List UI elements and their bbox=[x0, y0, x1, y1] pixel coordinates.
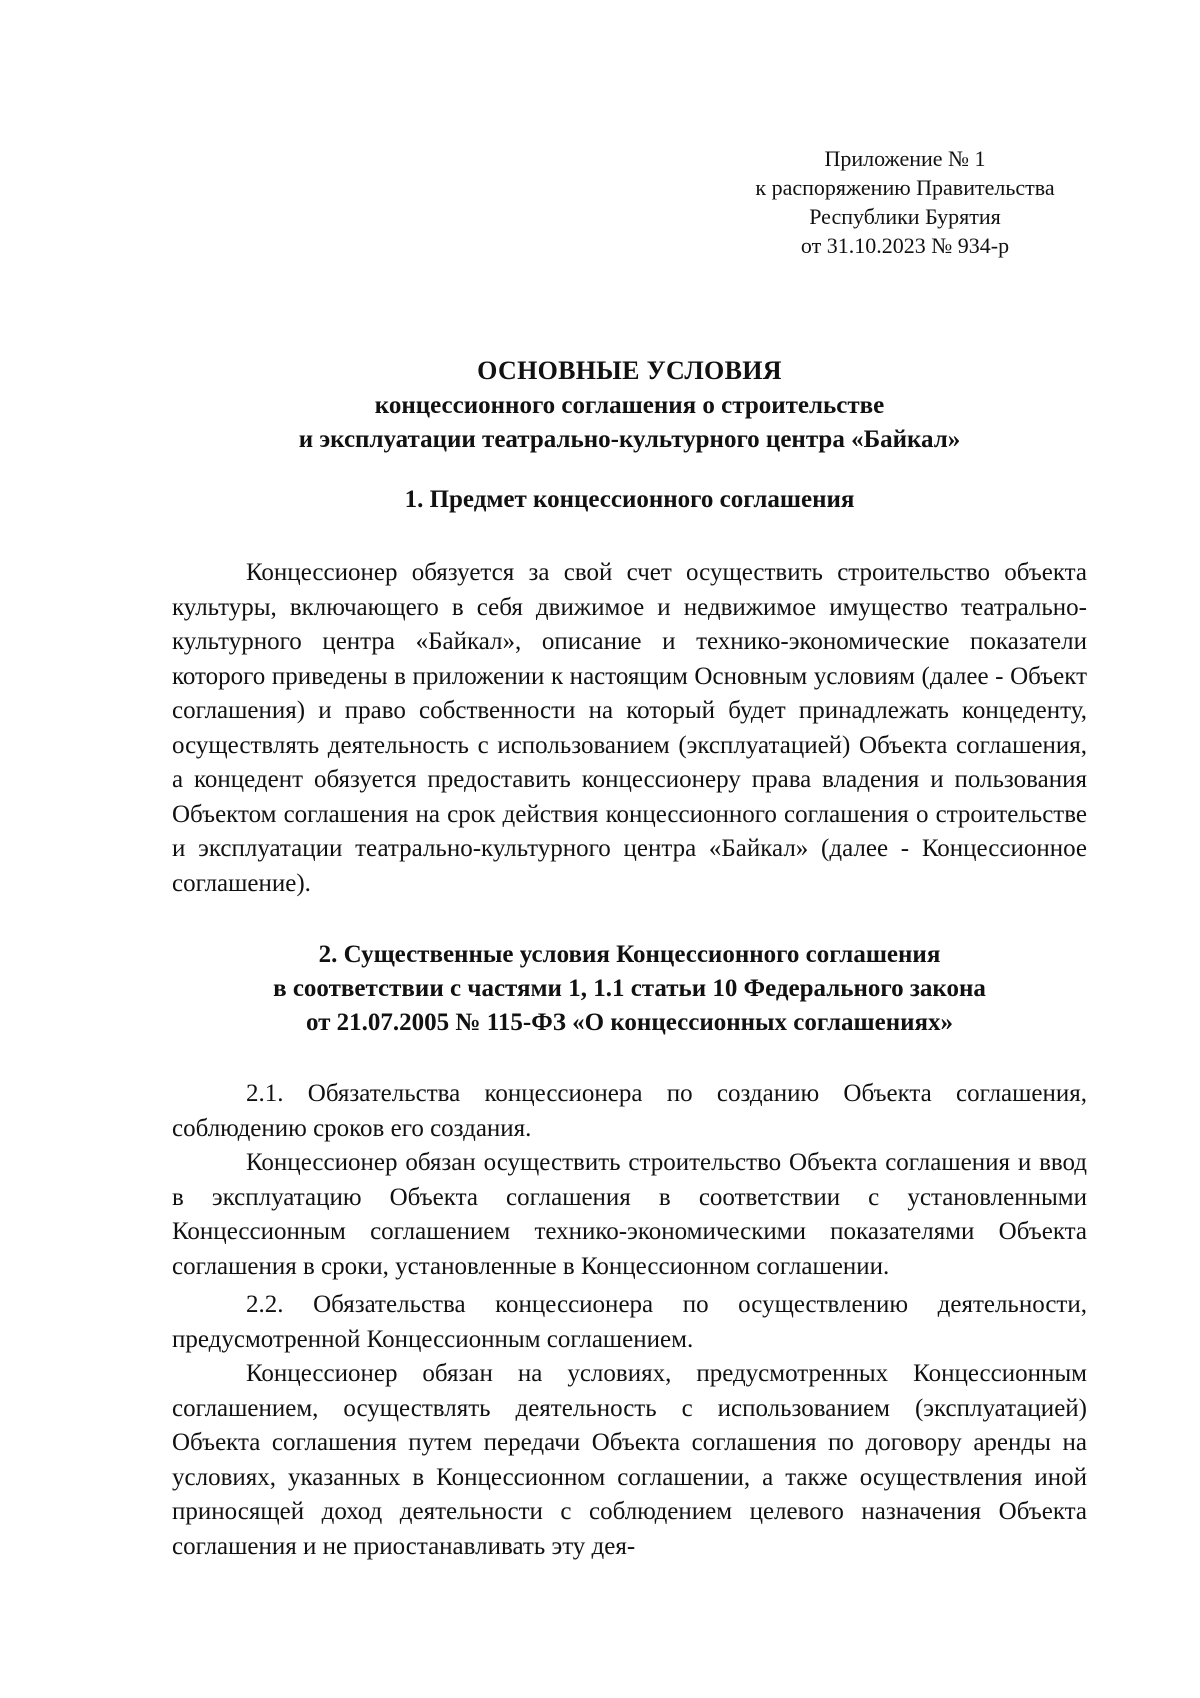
clause-2-2: 2.2. Обязательства концессионера по осуществлению деятельности, предусмотренной Концессионным соглашением. bbox=[172, 1291, 1087, 1353]
title-main: ОСНОВНЫЕ УСЛОВИЯ bbox=[477, 356, 782, 385]
appendix-reference bbox=[735, 144, 1075, 260]
clause-2-1-text: Концессионер обязан осуществить строительство Объекта соглашения и ввод в эксплуатацию Объекта соглашения в соответствии с установленными Концессионным соглашением технико-экономическими показателями Объекта соглашения в сроки, установленные в Концессионном соглашении. bbox=[172, 1149, 1087, 1280]
section-1-paragraph: Концессионер обязуется за свой счет осуществить строительство объекта культуры, включающего в себя движимое и недвижимое имущество театрально-культурного центра «Байкал», описание и технико-экономические показатели которого приведены в приложении к настоящим Основным условиям (далее - Объект соглашения) и право собственности на который будет принадлежать концеденту, осуществлять деятельность с использованием (эксплуатацией) Объекта соглашения, а концедент обязуется предоставить концессионеру права владения и пользования Объектом соглашения на срок действия концессионного соглашения о строительстве и эксплуатации театрально-культурного центра «Байкал» (далее - Концессионное соглашение). bbox=[172, 559, 1087, 897]
section-2-heading-line1: 2. Существенные условия Концессионного соглашения bbox=[318, 941, 941, 968]
clause-2-1: 2.1. Обязательства концессионера по созданию Объекта соглашения, соблюдению сроков его создания. bbox=[172, 1080, 1087, 1142]
section-2-heading bbox=[172, 938, 1087, 1040]
appendix-order-line: к распоряжению Правительства bbox=[755, 175, 1055, 200]
section-1-heading: 1. Предмет концессионного соглашения bbox=[404, 486, 855, 513]
appendix-number: Приложение № 1 bbox=[824, 146, 986, 171]
section-2-heading-line2: в соответствии с частями 1, 1.1 статьи 10 Федерального закона bbox=[273, 975, 986, 1002]
section-2-heading-line3: от 21.07.2005 № 115-ФЗ «О концессионных соглашениях» bbox=[305, 1009, 954, 1036]
title-subtitle-line2: и эксплуатации театрально-культурного центра «Байкал» bbox=[298, 426, 961, 453]
title-subtitle-line1: концессионного соглашения о строительстве bbox=[374, 392, 885, 419]
document-title bbox=[172, 353, 1087, 457]
appendix-date-line: от 31.10.2023 № 934-р bbox=[800, 233, 1010, 258]
appendix-republic-line: Республики Бурятия bbox=[809, 204, 1001, 229]
clause-2-2-text: Концессионер обязан на условиях, предусмотренных Концессионным соглашением, осуществлять деятельность с использованием (эксплуатацией) Объекта соглашения путем передачи Объекта соглашения по договору аренды на условиях, указанных в Концессионном соглашении, а также осуществления иной приносящей доход деятельности с соблюдением целевого назначения Объекта соглашения и не приостанавливать эту дея- bbox=[172, 1360, 1087, 1560]
